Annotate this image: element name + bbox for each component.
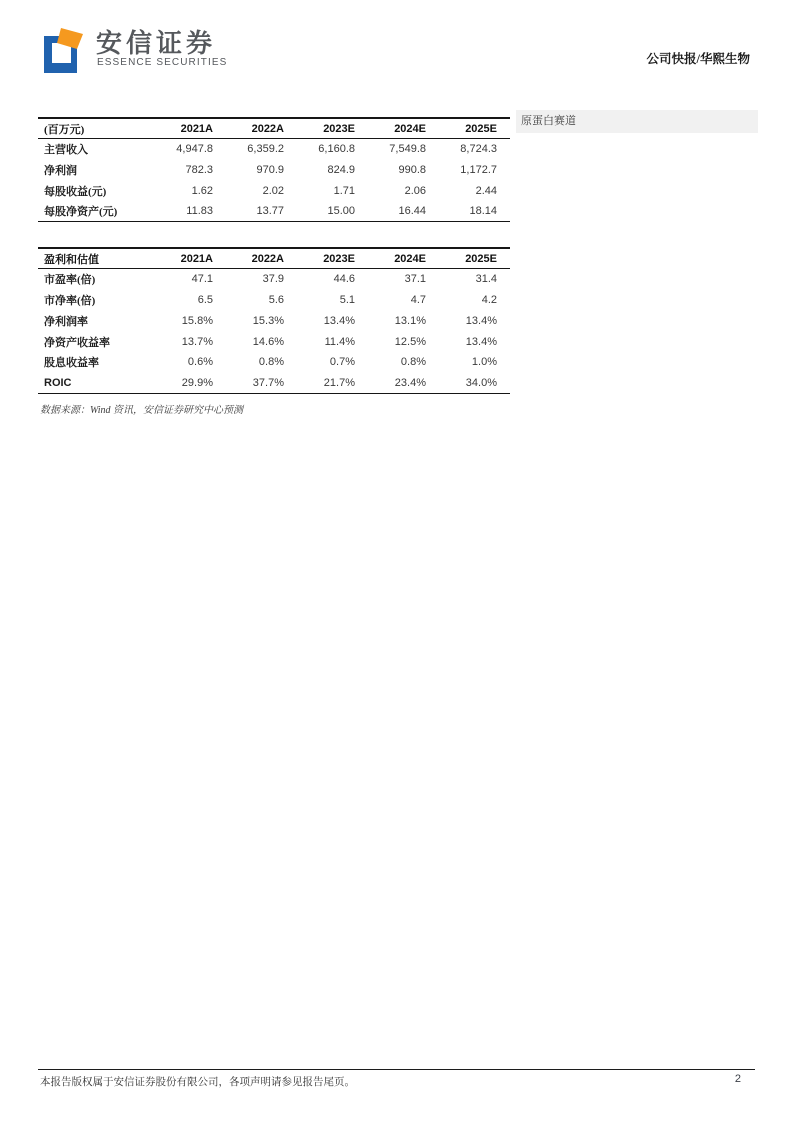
table-row (38, 331, 510, 352)
year-header: 2021A (155, 118, 226, 139)
year-header: 2022A (226, 248, 297, 269)
year-header: 2023E (297, 248, 368, 269)
cell-value: 990.8 (398, 163, 426, 176)
financial-summary-table (38, 117, 510, 222)
cell-value: 37.9 (262, 273, 284, 286)
row-label: 市盈率(倍) (44, 274, 96, 287)
cell-value: 15.8% (181, 314, 213, 327)
cell-value: 6,160.8 (318, 143, 355, 156)
table-row (38, 180, 510, 201)
cell-value: 13.4% (465, 314, 497, 327)
year-header: 2024E (368, 248, 439, 269)
row-label: 每股收益(元) (44, 185, 107, 198)
cell-value: 44.6 (333, 273, 355, 286)
cell-value: 6,359.2 (247, 143, 284, 156)
cell-value: 34.0% (465, 376, 497, 389)
cell-value: 4.7 (410, 293, 426, 306)
row-label: ROIC (44, 376, 72, 389)
row-label: 市净率(倍) (44, 294, 96, 307)
unit-header: (百万元) (38, 118, 155, 139)
report-category: 公司快报/华熙生物 (646, 52, 750, 66)
cell-value: 18.14 (469, 205, 497, 218)
highlight-tag-bar (516, 110, 758, 133)
cell-value: 37.1 (404, 273, 426, 286)
row-label: 净利润率 (44, 315, 88, 328)
highlight-tag-label: 原蛋白赛道 (521, 115, 576, 127)
year-header: 2021A (155, 248, 226, 269)
cell-value: 4.2 (481, 293, 497, 306)
cell-value: 13.4% (465, 335, 497, 348)
cell-value: 7,549.8 (389, 143, 426, 156)
cell-value: 6.5 (197, 293, 213, 306)
brand-subtitle: ESSENCE SECURITIES (97, 57, 228, 68)
cell-value: 2.44 (475, 184, 497, 197)
table-row (38, 269, 510, 290)
cell-value: 16.44 (398, 205, 426, 218)
table-row (38, 201, 510, 222)
cell-value: 1,172.7 (460, 163, 497, 176)
cell-value: 37.7% (252, 376, 284, 389)
table-row (38, 160, 510, 181)
cell-value: 13.4% (323, 314, 355, 327)
essence-securities-logo-icon (44, 28, 83, 73)
year-header: 2024E (368, 118, 439, 139)
cell-value: 0.8% (400, 356, 426, 369)
valuation-header: 盈利和估值 (38, 248, 155, 269)
table-header-row (38, 248, 510, 269)
cell-value: 8,724.3 (460, 143, 497, 156)
cell-value: 970.9 (256, 163, 284, 176)
cell-value: 0.7% (329, 356, 355, 369)
cell-value: 47.1 (191, 273, 213, 286)
row-label: 股息收益率 (44, 357, 99, 370)
cell-value: 21.7% (323, 376, 355, 389)
cell-value: 12.5% (394, 335, 426, 348)
footer-disclaimer: 本报告版权属于安信证券股份有限公司，各项声明请参见报告尾页。 (40, 1077, 355, 1088)
table-row (38, 139, 510, 160)
row-label: 净资产收益率 (44, 336, 110, 349)
cell-value: 824.9 (327, 163, 355, 176)
cell-value: 4,947.8 (176, 143, 213, 156)
cell-value: 13.7% (181, 335, 213, 348)
cell-value: 0.8% (258, 356, 284, 369)
cell-value: 2.02 (262, 184, 284, 197)
cell-value: 13.77 (256, 205, 284, 218)
cell-value: 13.1% (394, 314, 426, 327)
row-label: 净利润 (44, 164, 77, 177)
cell-value: 31.4 (475, 273, 497, 286)
cell-value: 5.6 (268, 293, 284, 306)
table-row (38, 290, 510, 311)
page-number: 2 (734, 1073, 741, 1085)
year-header: 2022A (226, 118, 297, 139)
cell-value: 1.62 (191, 184, 213, 197)
table-row (38, 352, 510, 373)
cell-value: 1.0% (471, 356, 497, 369)
row-label: 每股净资产(元) (44, 206, 118, 219)
cell-value: 782.3 (185, 163, 213, 176)
cell-value: 15.00 (327, 205, 355, 218)
cell-value: 29.9% (181, 376, 213, 389)
cell-value: 5.1 (339, 293, 355, 306)
source-footnote: 数据来源：Wind 资讯，安信证券研究中心预测 (40, 405, 244, 416)
year-header: 2023E (297, 118, 368, 139)
brand-name: 安信证券 (96, 28, 217, 58)
table-row (38, 373, 510, 394)
year-header: 2025E (439, 118, 510, 139)
cell-value: 23.4% (394, 376, 426, 389)
cell-value: 15.3% (252, 314, 284, 327)
cell-value: 0.6% (187, 356, 213, 369)
table-header-row (38, 118, 510, 139)
valuation-table (38, 247, 510, 394)
table-row (38, 310, 510, 331)
cell-value: 11.4% (324, 335, 355, 348)
year-header: 2025E (439, 248, 510, 269)
footer-divider (38, 1069, 755, 1070)
row-label: 主营收入 (44, 144, 88, 157)
cell-value: 2.06 (404, 184, 426, 197)
cell-value: 14.6% (252, 335, 284, 348)
cell-value: 1.71 (333, 184, 355, 197)
cell-value: 11.83 (186, 205, 213, 218)
